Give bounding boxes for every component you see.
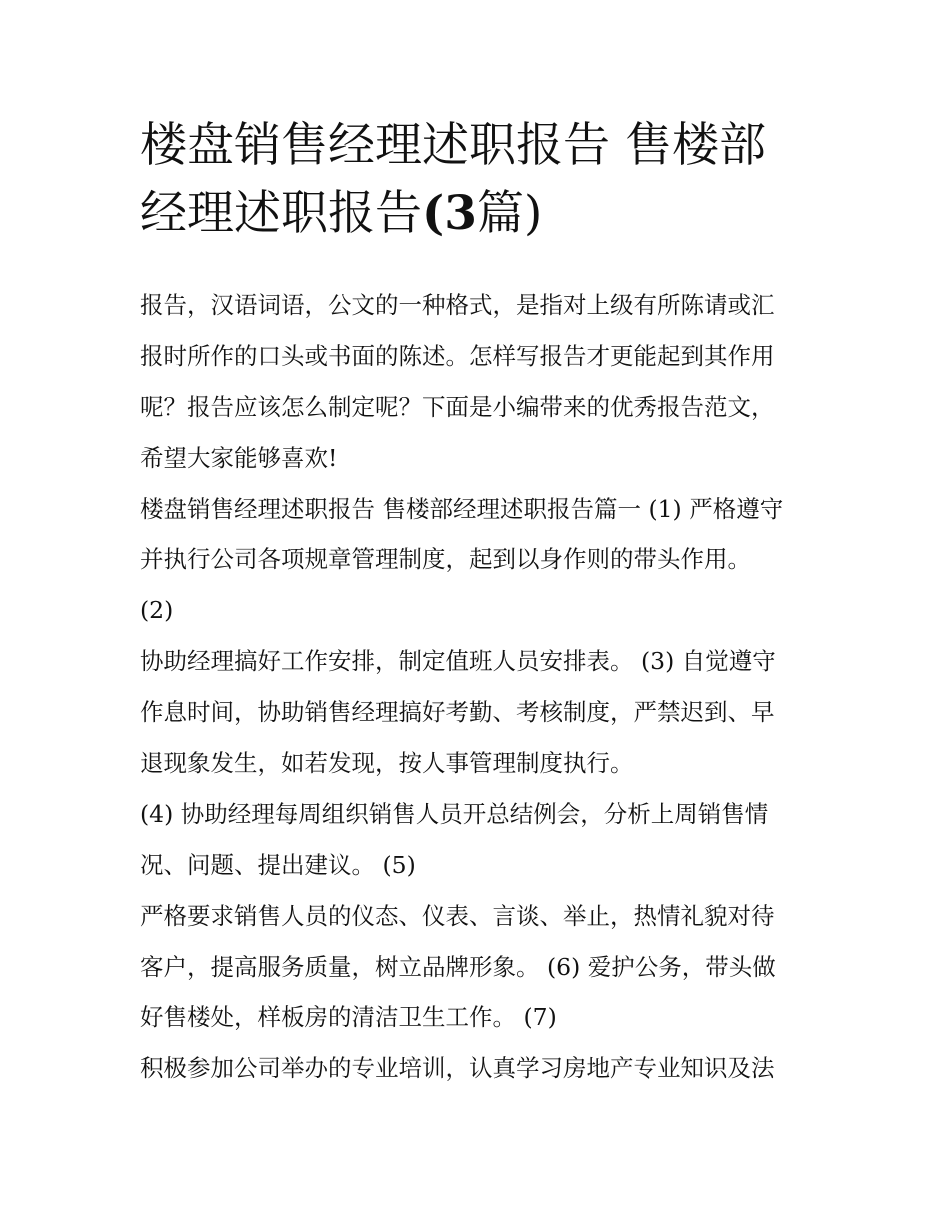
body-line: 报时所作的口头或书面的陈述。怎样写报告才更能起到其作用: [140, 341, 775, 370]
body-line: 严格要求销售人员的仪态、仪表、言谈、举止，热情礼貌对待: [140, 901, 775, 930]
body-line: 呢？报告应该怎么制定呢？下面是小编带来的优秀报告范文，: [140, 392, 775, 421]
body-line: 积极参加公司举办的专业培训，认真学习房地产专业知识及法: [140, 1054, 775, 1083]
body-line: (2): [140, 596, 174, 625]
body-line: 楼盘销售经理述职报告 售楼部经理述职报告篇一 (1) 严格遵守: [140, 494, 784, 523]
title-line-2-text: 经理述职报告: [140, 186, 422, 241]
body-line: 好售楼处，样板房的清洁卫生工作。 (7): [140, 1003, 557, 1032]
body-line: 希望大家能够喜欢!: [140, 443, 338, 472]
body-line: 作息时间，协助销售经理搞好考勤、考核制度，严禁迟到、早: [140, 698, 775, 727]
body-line: (4) 协助经理每周组织销售人员开总结例会，分析上周销售情: [140, 799, 769, 828]
title-line-2-suffix: 篇): [476, 186, 543, 241]
title-line-1: 楼盘销售经理述职报告 售楼部: [140, 118, 766, 173]
body-line: 报告，汉语词语，公文的一种格式，是指对上级有所陈请或汇: [140, 291, 775, 319]
document-body: [140, 280, 820, 1094]
body-line: 况、问题、提出建议。 (5): [140, 850, 416, 879]
document-title: [140, 112, 820, 248]
body-line: 客户，提高服务质量，树立品牌形象。 (6) 爱护公务，带头做: [140, 952, 776, 981]
body-line: 退现象发生，如若发现，按人事管理制度执行。: [140, 749, 634, 778]
body-line: 并执行公司各项规章管理制度，起到以身作则的带头作用。: [140, 545, 751, 574]
body-line: 协助经理搞好工作安排，制定值班人员安排表。 (3) 自觉遵守: [140, 647, 776, 676]
title-line-2-number: (3: [422, 186, 477, 241]
